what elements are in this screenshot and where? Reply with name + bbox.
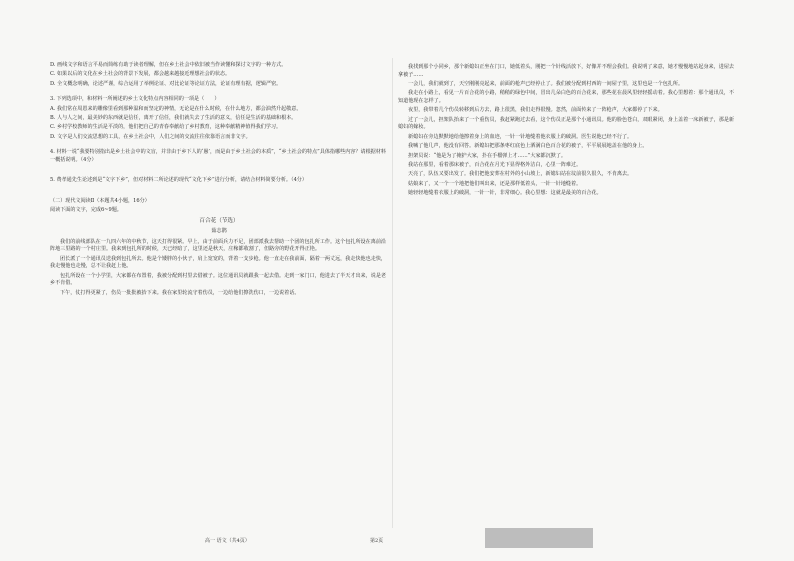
question-4: 4. 材料一说“我要特别指出是乡土社会中的文盲，并非由于乡下人的‘愚’，而是由于乡土社会的本质”，“乡土社会的特点”具体指哪些内容？请根据材料一概括说明。（4分） bbox=[50, 149, 386, 163]
story-title: 百合花（节选） bbox=[199, 218, 239, 225]
section-heading: （二）现代文阅读Ⅱ（本题共4小题，16分） bbox=[50, 197, 150, 204]
page-number: 第2页 bbox=[370, 538, 384, 544]
question-3-b: B. 人与人之间，最美妙的东西就是信任，离开了信任，我们就失去了生活的意义，信任是生活的基础和根本。 bbox=[50, 114, 297, 121]
story-paragraph: 过了一会儿，担架队抬来了一个重伤员，我赶紧跑过去看，这个伤员正是那个小通讯员。他的脸色苍白，双眼紧闭，身上盖着一床新被子，那是新媳妇的嫁妆。 bbox=[398, 116, 735, 131]
story-paragraph: 包扎所设在一个小学里，大家都在布置着，我被分配到村里去借被子。这位通讯员就跟我一起去借。走到一家门口，他进去了半天才出来，说是老乡不肯借。 bbox=[50, 272, 387, 287]
reading-instruction: 阅读下面的文字，完成6~9题。 bbox=[50, 206, 122, 213]
right-column bbox=[398, 64, 736, 199]
story-paragraph: 我找到那个小同乡，那个新媳妇正坐在门口，她低着头，刚把一个针线活放下，好像并不理会我们。我说明了来意，她才慢慢地站起身来，进屋去拿被子…… bbox=[398, 64, 735, 78]
story-paragraph: 她轻轻地缝着衣服上的破洞，一针一针，非常细心。我心里想：这就是最美的百合花。 bbox=[408, 190, 602, 197]
story-author: 茹志鹃 bbox=[211, 228, 227, 235]
story-paragraph: 夜里，我带着几个伤员转移到后方去，路上很黑，我们走得很慢。忽然，前面传来了一阵枪声，大家都停了下来。 bbox=[408, 107, 663, 114]
question-3-c: C. 乡村学校教师的生活是平淡的，他们把自己的青春奉献给了乡村教育，这种奉献精神值得我们学习。 bbox=[50, 124, 282, 131]
story-paragraph: 新媳妇在旁边默默地给他擦着身上的血迹，一针一针地缝着他衣服上的破洞。医生说他已经不行了。 bbox=[408, 133, 633, 140]
page-footer-left: 高一 语文（共4页） bbox=[205, 538, 250, 544]
question-3-a: A. 我们常在周恩来的雕像里看到那种温和而坚定的神情，无论是在什么时候，在什么地方，都会油然升起敬意。 bbox=[50, 105, 302, 112]
column-divider bbox=[392, 58, 393, 528]
story-paragraph: 我走在小路上，看见一片百合花的小路，稍稍的绿色中间，冒出几朵白色的百合花来，那些花在晨风里轻轻摇动着。我心里想着：那个通讯员，不知道他现在怎样了。 bbox=[398, 90, 735, 104]
story-paragraph: 我喊了他几声，他没有回答。新媳妇把那条枣红底色上洒满白色百合花的被子，平平展展地盖在他的身上。 bbox=[408, 143, 648, 150]
left-column bbox=[50, 62, 388, 299]
question-5: 5. 费孝通先生论述到是“文字下乡”，但对材料二所论述的现代“文化下乡”进行分析，请结合材料简要分析。（4分） bbox=[50, 177, 307, 184]
option-c: C. 如果以后的文化在乡土社会的背景下发展，都会越来越接近理想社会的状态。 bbox=[50, 71, 231, 78]
story-paragraph: 我站在那里，看着那床被子，百合花在月光下显得格外洁白，心里一阵难过。 bbox=[408, 161, 582, 168]
option-d: D. 画线文字和语言平易而简练有助于读者理解，但在乡土社会中依旧被当作读懂和探讨文字的一种方式。 bbox=[50, 62, 287, 68]
story-paragraph: 一会儿，我们就到了，天空刚刚亮起来，前面的枪声已经停止了。我们被分配到村西的一间屋子里，这里也是一个包扎所。 bbox=[408, 80, 684, 87]
option-d2: D. 全文概念明确，论述严谨，综合运用了举例论证、对比论证等论证方法，论证有理有据，逻辑严密。 bbox=[50, 80, 282, 87]
story-paragraph: 姑娘来了，又一个一个地把他们叫出来，还是那样低着头，一针一针地缝着。 bbox=[408, 180, 582, 187]
story-paragraph: 担架员说：“他是为了掩护大家，扑在手榴弹上才……”大家都沉默了。 bbox=[408, 152, 567, 159]
story-paragraph: 天亮了，队伍又要出发了。我们把他安葬在村外的小山坡上，新媳妇站在坟前很久很久，不肯离去。 bbox=[408, 171, 633, 178]
question-3-d: D. 文字是人们交流思想的工具，在乡土社会中，人们之间的交流往往依靠语言而非文字。 bbox=[50, 133, 251, 140]
question-3: 3. 下列选项中，和材料一所阐述的乡土文化特点内容相同的一项是（ ） bbox=[50, 96, 220, 103]
story-paragraph: 我们的前线部队在一九四六年的中秋节，这天打得很紧。早上，由于前面兵力不足，团部派我去帮助一个团的包扎所工作。这个包扎所设在离前沿阵地三里路的一个村庄里。我来到包扎所的时候，天已经暗了，这里还是秋天，庄稼都收割了，但路旁的野花开得正艳。 bbox=[50, 238, 387, 253]
story-paragraph: 下午，仗打得更紧了，伤员一批批被抬下来。我在家里轮流守着伤员，一边给他们擦洗伤口，一边说着话。 bbox=[60, 289, 300, 296]
redaction-box bbox=[485, 528, 593, 548]
story-paragraph: 团长派了一个通讯员送我到包扎所去。他是个矮胖的小伙子，肩上宽宽的，背着一支步枪。他一直走在我前面，隔着一两丈远，我走快他也走快，我走慢他也走慢，总不让我赶上他。 bbox=[50, 255, 387, 270]
